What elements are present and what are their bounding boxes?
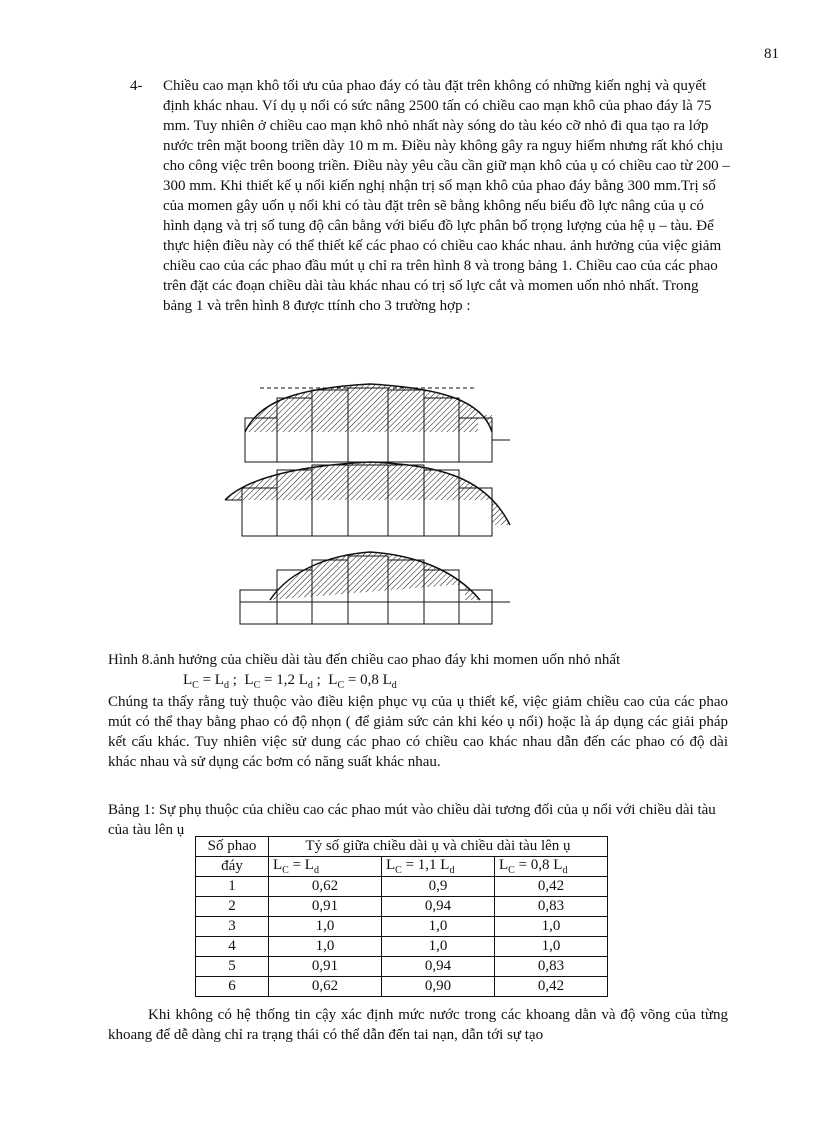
header-bottom: đáy xyxy=(196,857,269,877)
figure-caption-text: Hình 8.ảnh hưởng của chiều dài tàu đến chiều cao phao đáy khi momen uốn nhỏ nhất xyxy=(108,652,621,668)
diagram-case-2 xyxy=(225,462,510,536)
table-row: 5 0,91 0,94 0,83 xyxy=(196,957,608,977)
table-header-row-2 xyxy=(196,857,608,877)
table-row: 6 0,62 0,90 0,42 xyxy=(196,977,608,997)
table-header-row-1 xyxy=(196,837,608,857)
header-case-1: $L_C = L_d$ xyxy=(269,857,382,877)
diagram-case-1 xyxy=(245,384,510,462)
table-row: 1 0,62 0,9 0,42 xyxy=(196,877,608,897)
ratio-table xyxy=(195,836,608,997)
table-caption: Bảng 1: Sự phụ thuộc của chiều cao các phao mút vào chiều dài tương đối của ụ nổi với chiều dài tàu của tàu lên ụ xyxy=(108,802,716,838)
list-item-4 xyxy=(130,76,730,316)
header-case-3: $L_C = 0,8$ $L_d$ xyxy=(495,857,608,877)
table-row: 4 1,0 1,0 1,0 xyxy=(196,937,608,957)
diagram-case-3 xyxy=(240,552,510,624)
list-item-number: 4- xyxy=(130,78,143,94)
figure-caption xyxy=(108,650,728,696)
paragraph-2: Khi không có hệ thống tin cậy xác định mức nước trong các khoang dằn và độ võng của từng khoang để dễ dàng chỉ ra trạng thái có thể dẫn đến tai nạn, dẫn tới sự tạo xyxy=(108,1007,728,1043)
header-pontoon-count: Số phao xyxy=(196,837,269,857)
figure-caption-formula: $L_C = L_d$ ; $L_C = 1,2$ $L_d$ ; $L_C = 0,8$ $L_d$ xyxy=(183,672,397,691)
paragraph-1: Chúng ta thấy rằng tuỳ thuộc vào điều kiện phục vụ của ụ thiết kế, việc giảm chiều cao của các phao mút có thể thay bằng phao có độ nhọn ( để giảm sức cản khi kéo ụ nổi) hoặc là áp dụng các giải pháp kết cấu khác. Tuy nhiên việc sử dung các phao có chiều cao khác nhau dẫn đến các phao có độ dài khác nhau và sử dụng các bơm có năng suất khác nhau. xyxy=(108,694,728,770)
table-row: 3 1,0 1,0 1,0 xyxy=(196,917,608,937)
header-case-2: $L_C = 1,1$ $L_d$ xyxy=(382,857,495,877)
list-item-text: Chiều cao mạn khô tối ưu của phao đáy có tàu đặt trên không có những kiến nghị và quyết định khác nhau. Ví dụ ụ nổi có sức nâng 2500 tấn có chiều cao mạn khô của phao đáy là 75 mm. Tuy nhiên ở chiều cao mạn khô nhỏ nhất này sóng do tàu kéo cỡ nhỏ đi qua tạo ra lớp nước trên mặt boong triền dày 10 m m. Điều này không gây ra nguy hiểm nhưng rất khó chịu cho công việc trên boong triền. Điều này yêu cầu cần giữ mạn khô của ụ có chiều cao từ 200 – 300 mm. Khi thiết kế ụ nổi kiến nghị nhận trị số mạn khô của phao đáy bằng 300 mm.Trị số của momen gây uốn ụ nổi khi có tàu đặt trên sẽ bằng không nếu biểu đồ lực nâng của ụ có hình dạng và trị số tung độ cân bằng với biểu đồ lực phân bố trọng lượng của hệ ụ – tàu. Để thực hiện điều này có thể thiết kế các phao có chiều cao khác nhau. ảnh hưởng của việc giảm chiều cao của các phao đầu mút ụ chỉ ra trên hình 8 và trong bảng 1. Chiều cao của các phao trên đặt các đoạn chiều dài tàu khác nhau có trị số lực cắt và momen uốn nhỏ nhất. Trong bảng 1 và trên hình 8 được ttính cho 3 trường hợp : xyxy=(163,78,730,314)
table-row: 2 0,91 0,94 0,83 xyxy=(196,897,608,917)
page-number: 81 xyxy=(764,46,779,62)
header-ratio: Tỷ số giữa chiều dài ụ và chiều dài tàu lên ụ xyxy=(269,837,608,857)
figure-8-diagram xyxy=(220,370,520,645)
